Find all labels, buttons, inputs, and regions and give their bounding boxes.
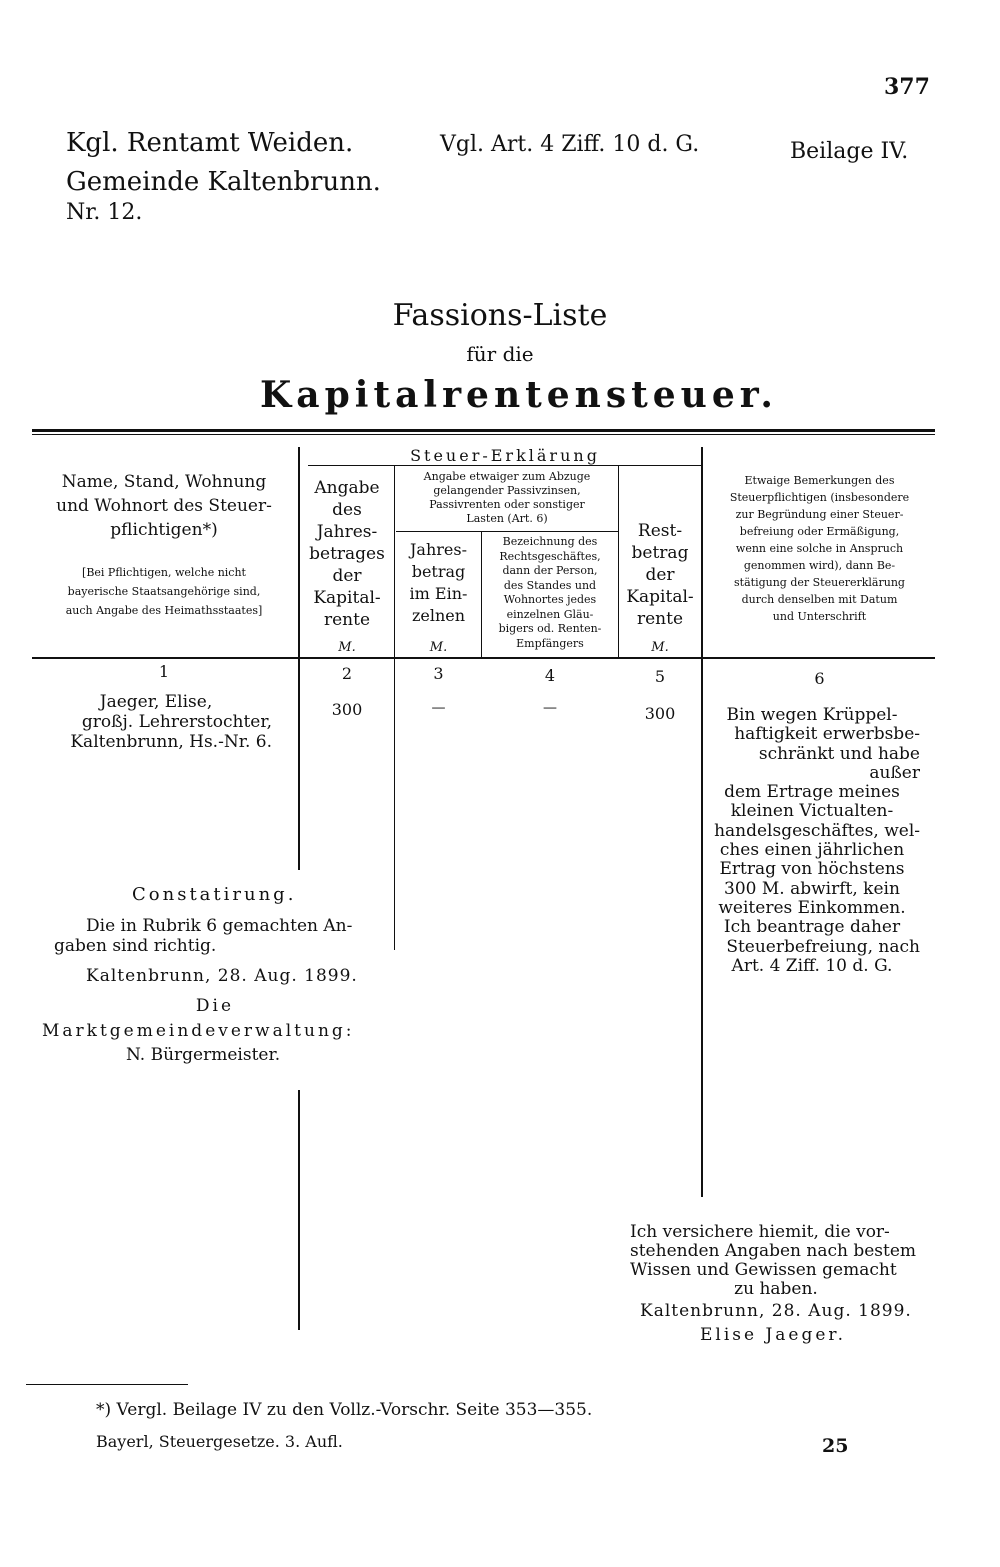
deduction-description: — (543, 700, 557, 716)
taxpayer-remarks: Bin wegen Krüppel- haftigkeit erwerbsbe- schränkt und habe außer dem Ertrage meines kleinen Victualten- handelsgeschäftes, wel- ches einen jährlichen Ertrag von höchstens 300 M. abwirft, kein weiteres Einkommen. Ich beantrage daher Steuerbefreiung, nach Art. 4 Ziff. 10 d. G. (714, 705, 920, 976)
constatirung-heading: Constatirung. (132, 884, 297, 905)
constatirung-signature: N. Bürgermeister. (126, 1045, 281, 1065)
constatirung-authority-2: Marktgemeindeverwaltung: (42, 1021, 355, 1041)
title-line-1: Fassions-Liste (392, 298, 608, 333)
subheader-rule (396, 531, 618, 532)
deductions-header: Angabe etwaiger zum Abzuge gelangender Passivzinsen, Passivrenten oder sonstiger Lasten (Art. 6) (423, 470, 591, 525)
column-2-header: Angabe des Jahres- betrages der Kapital- rente (309, 478, 385, 630)
column-rule-1b (298, 1090, 300, 1330)
currency-col-3: M. (429, 640, 448, 655)
column-3-header: Jahres- betrag im Ein- zelnen (409, 540, 468, 625)
column-number-2: 2 (341, 664, 353, 683)
legal-reference: Vgl. Art. 4 Ziff. 10 d. G. (440, 132, 700, 157)
group-header: Steuer-Erklärung (410, 446, 600, 465)
footer-source: Bayerl, Steuergesetze. 3. Aufl. (96, 1432, 343, 1451)
column-4-header: Bezeichnung des Rechtsgeschäftes, dann der Person, des Standes und Wohnortes jedes einzelnen Gläu- bigers od. Renten- Empfängers (498, 535, 602, 650)
footnote: *) Vergl. Beilage IV zu den Vollz.-Vorschr. Seite 353—355. (96, 1400, 593, 1420)
footer-signature-mark: 25 (822, 1435, 849, 1457)
annual-amount: 300 (331, 700, 363, 719)
declaration-place-date: Kaltenbrunn, 28. Aug. 1899. (640, 1301, 912, 1321)
table-top-rule-thin (32, 434, 935, 435)
column-5-header: Rest- betrag der Kapital- rente (626, 521, 694, 629)
constatirung-text-2: gaben sind richtig. (54, 936, 217, 956)
footnote-rule (26, 1384, 188, 1385)
page-number: 377 (884, 74, 930, 100)
constatirung-place-date: Kaltenbrunn, 28. Aug. 1899. (86, 966, 358, 986)
currency-col-5: M. (651, 640, 669, 655)
column-6-header: Etwaige Bemerkungen des Steuerpflichtigen (insbesondere zur Begründung einer Steuer- befreiung oder Ermäßigung, wenn eine solche in Anspruch genommen wird), dann Be- stätigung der Steuererklärung durch denselben mit Datum und Unterschrift (729, 474, 910, 623)
remaining-amount: 300 (644, 704, 676, 723)
column-number-4: 4 (544, 666, 556, 685)
header-bottom-rule (32, 657, 935, 659)
currency-col-2: M. (338, 640, 356, 655)
column-1-note: [Bei Pflichtigen, welche nicht bayerische Staatsangehörige sind, auch Angabe des Heimathsstaates] (65, 566, 263, 617)
constatirung-text-1: Die in Rubrik 6 gemachten An- (86, 916, 353, 936)
column-rule-2 (394, 465, 395, 950)
column-rule-5 (701, 447, 703, 1197)
column-1-header: Name, Stand, Wohnung und Wohnort des Steuer- pflichtigen*) (56, 472, 272, 540)
list-number: Nr. 12. (66, 200, 143, 225)
attachment-label: Beilage IV. (790, 139, 909, 164)
group-header-rule (308, 465, 701, 466)
title-line-2: für die (466, 342, 534, 366)
office-name: Kgl. Rentamt Weiden. (66, 128, 354, 158)
column-number-1: 1 (158, 662, 170, 681)
title-line-3: Kapitalrentensteuer. (260, 374, 778, 416)
column-number-3: 3 (433, 664, 444, 683)
municipality-name: Gemeinde Kaltenbrunn. (66, 167, 381, 197)
declaration-text: Ich versichere hiemit, die vor- stehenden Angaben nach bestem Wissen und Gewissen gemacht zu haben. (630, 1222, 917, 1299)
declaration-signature: Elise Jaeger. (700, 1325, 847, 1345)
column-number-6: 6 (814, 669, 825, 688)
table-top-rule (32, 429, 935, 432)
deduction-amount: — (431, 700, 446, 716)
taxpayer-entry: Jaeger, Elise, großj. Lehrerstochter, Kaltenbrunn, Hs.-Nr. 6. (70, 692, 272, 752)
column-number-5: 5 (654, 667, 666, 686)
constatirung-authority-1: Die (195, 996, 235, 1016)
